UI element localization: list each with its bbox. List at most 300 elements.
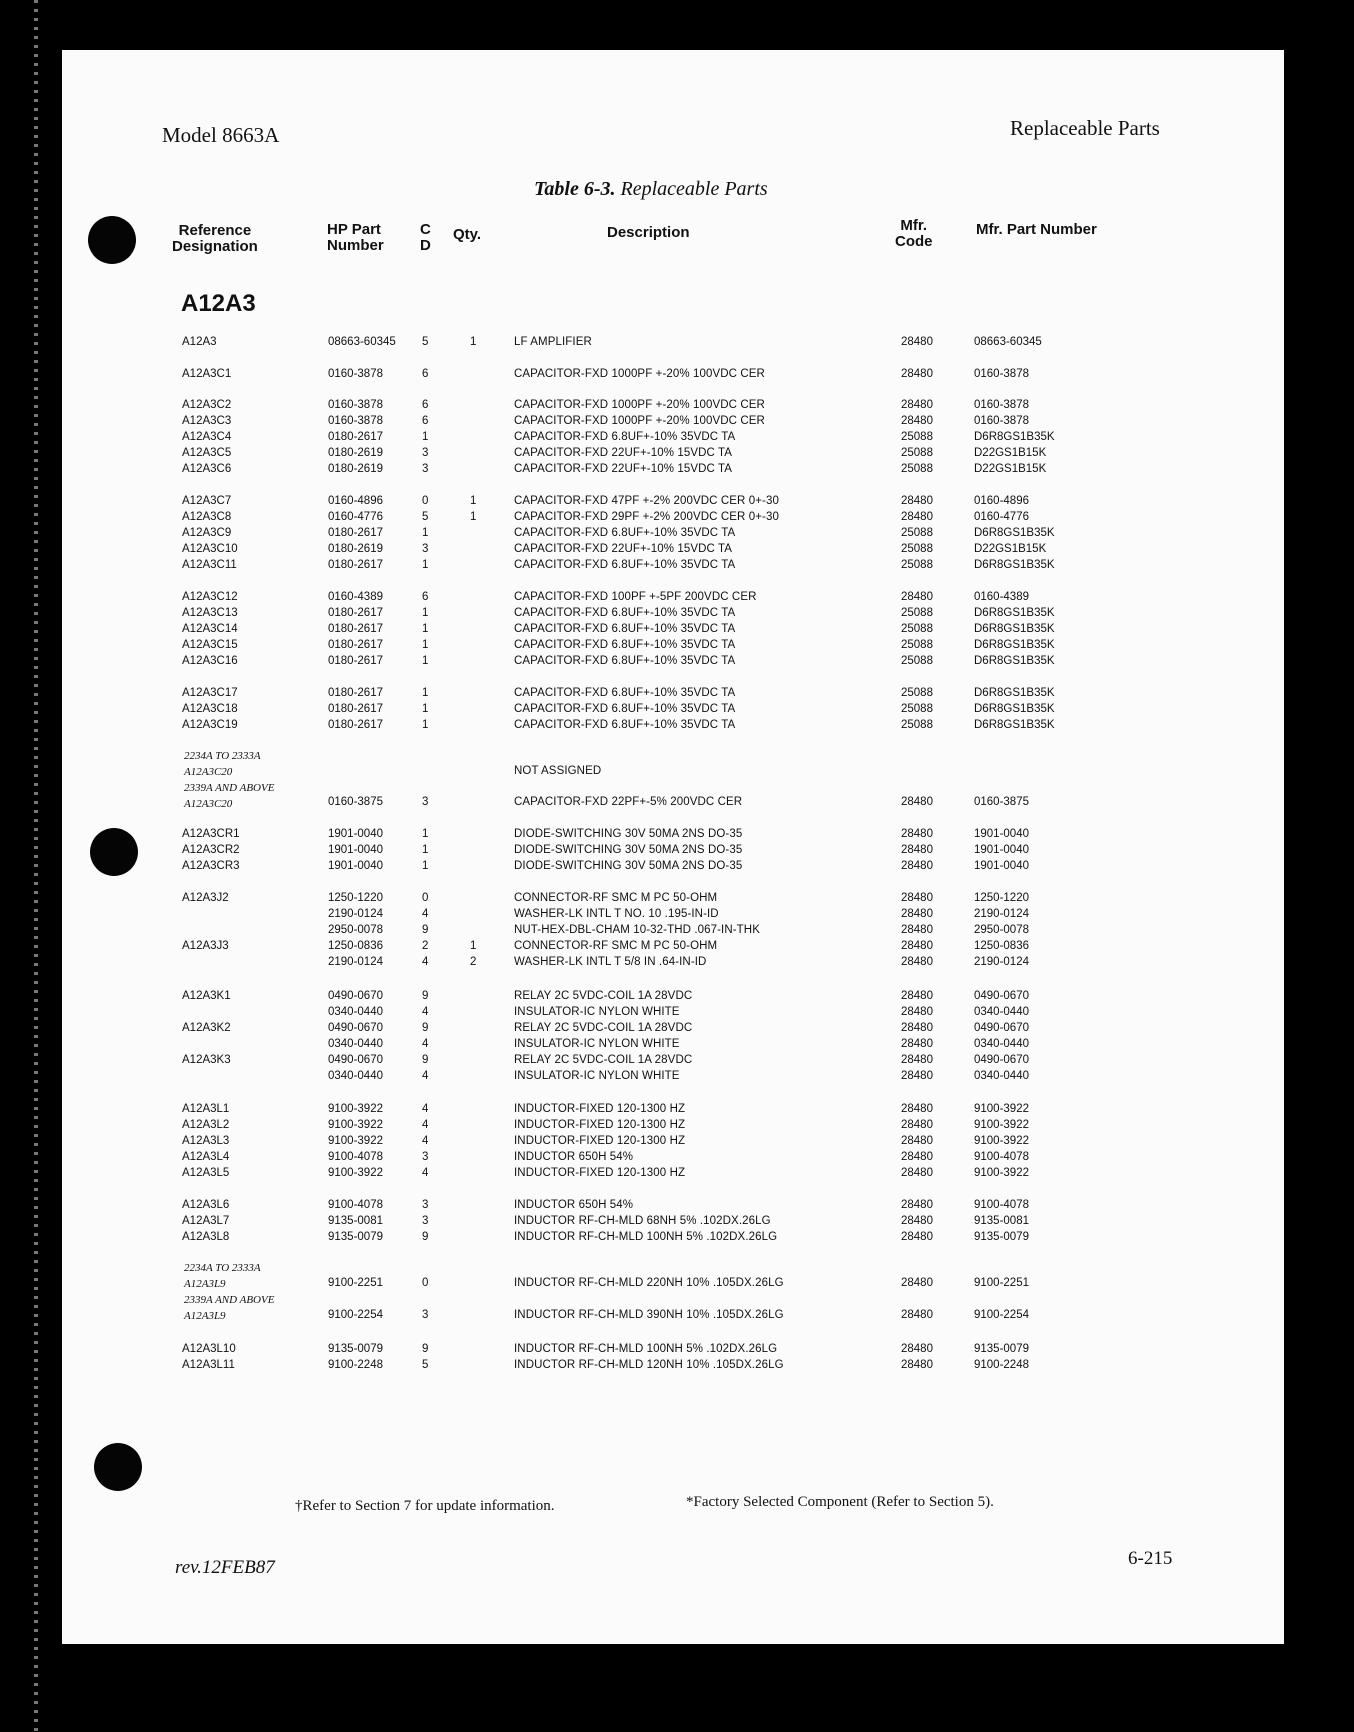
cell-cd: 1: [422, 703, 429, 715]
cell-hp: 0340-0440: [328, 1070, 383, 1082]
table-row: [0, 923, 1354, 937]
cell-desc: INSULATOR-IC NYLON WHITE: [514, 1070, 680, 1082]
cell-desc: CAPACITOR-FXD 6.8UF+-10% 35VDC TA: [514, 703, 736, 715]
table-row: [0, 1021, 1354, 1035]
cell-cd: 4: [422, 1167, 429, 1179]
table-row: [0, 1342, 1354, 1356]
cell-mfr: 28480: [901, 1277, 933, 1289]
cell-desc: CAPACITOR-FXD 22UF+-10% 15VDC TA: [514, 463, 733, 475]
cell-desc: CAPACITOR-FXD 1000PF +-20% 100VDC CER: [514, 399, 765, 411]
cell-hp: 1250-1220: [328, 892, 383, 904]
cell-desc: CONNECTOR-RF SMC M PC 50-OHM: [514, 892, 718, 904]
cell-qty: 2: [470, 956, 477, 968]
cell-hp: 0340-0440: [328, 1038, 383, 1050]
cell-hp: 0160-3878: [328, 399, 383, 411]
cell-hp: 2190-0124: [328, 908, 383, 920]
cell-cd: 1: [422, 431, 429, 443]
cell-ref: A12A3CR1: [182, 828, 240, 840]
cell-cd: 4: [422, 1119, 429, 1131]
cell-mpn: 9100-4078: [974, 1151, 1029, 1163]
cell-desc: CAPACITOR-FXD 47PF +-2% 200VDC CER 0+-30: [514, 495, 779, 507]
cell-mpn: 0340-0440: [974, 1070, 1029, 1082]
factory-footnote: *Factory Selected Component (Refer to Section 5).: [686, 1494, 994, 1510]
cell-qty: 1: [470, 511, 477, 523]
cell-ref: A12A3C14: [182, 623, 238, 635]
table-row: [0, 1150, 1354, 1164]
cell-hp: 9135-0081: [328, 1215, 383, 1227]
cell-mpn: 9100-3922: [974, 1103, 1029, 1115]
cell-mfr: 28480: [901, 1199, 933, 1211]
cell-mpn: 0160-3878: [974, 399, 1029, 411]
cell-hp: 0180-2617: [328, 703, 383, 715]
cell-desc: INDUCTOR RF-CH-MLD 120NH 10% .105DX.26LG: [514, 1359, 784, 1371]
table-row: [0, 827, 1354, 841]
table-row: [0, 446, 1354, 460]
table-row: [0, 1166, 1354, 1180]
cell-hp: 1901-0040: [328, 860, 383, 872]
serial-note: A12A3C20: [184, 766, 233, 778]
cell-desc: INDUCTOR RF-CH-MLD 68NH 5% .102DX.26LG: [514, 1215, 771, 1227]
cell-cd: 9: [422, 990, 429, 1002]
cell-mpn: D22GS1B15K: [974, 463, 1047, 475]
cell-mfr: 25088: [901, 687, 933, 699]
cell-mpn: 0160-4896: [974, 495, 1029, 507]
cell-cd: 3: [422, 447, 429, 459]
cell-hp: 08663-60345: [328, 336, 396, 348]
cell-desc: RELAY 2C 5VDC-COIL 1A 28VDC: [514, 990, 693, 1002]
cell-mfr: 28480: [901, 368, 933, 380]
serial-note: 2339A AND ABOVE: [184, 1294, 275, 1306]
cell-desc: CAPACITOR-FXD 22UF+-10% 15VDC TA: [514, 447, 733, 459]
cell-mpn: 0160-4776: [974, 511, 1029, 523]
cell-mfr: 28480: [901, 844, 933, 856]
col-header-ref: Reference Designation: [172, 222, 258, 255]
cell-ref: A12A3C4: [182, 431, 232, 443]
cell-cd: 4: [422, 1135, 429, 1147]
table-row: [0, 1214, 1354, 1228]
cell-cd: 4: [422, 956, 429, 968]
cell-hp: 9135-0079: [328, 1343, 383, 1355]
cell-mfr: 28480: [901, 1054, 933, 1066]
cell-hp: 0160-3878: [328, 415, 383, 427]
cell-desc: INDUCTOR RF-CH-MLD 220NH 10% .105DX.26LG: [514, 1277, 784, 1289]
cell-mpn: 0340-0440: [974, 1006, 1029, 1018]
cell-hp: 0160-4896: [328, 495, 383, 507]
cell-mpn: 1901-0040: [974, 860, 1029, 872]
cell-desc: CAPACITOR-FXD 6.8UF+-10% 35VDC TA: [514, 607, 736, 619]
cell-mfr: 28480: [901, 956, 933, 968]
cell-mpn: 0160-3878: [974, 415, 1029, 427]
cell-mfr: 25088: [901, 623, 933, 635]
cell-desc: CAPACITOR-FXD 22UF+-10% 15VDC TA: [514, 543, 733, 555]
cell-ref: A12A3L7: [182, 1215, 230, 1227]
cell-desc: CAPACITOR-FXD 6.8UF+-10% 35VDC TA: [514, 639, 736, 651]
update-footnote: †Refer to Section 7 for update information.: [295, 1498, 555, 1514]
cell-cd: 1: [422, 559, 429, 571]
binder-hole-bottom: [94, 1443, 142, 1491]
cell-desc: DIODE-SWITCHING 30V 50MA 2NS DO-35: [514, 828, 743, 840]
cell-cd: 5: [422, 336, 429, 348]
cell-desc: INDUCTOR RF-CH-MLD 100NH 5% .102DX.26LG: [514, 1343, 778, 1355]
table-title: [534, 178, 768, 201]
table-row: [0, 1069, 1354, 1083]
revision-date: rev.12FEB87: [175, 1557, 275, 1578]
cell-ref: A12A3C15: [182, 639, 238, 651]
cell-desc: INDUCTOR 650H 54%: [514, 1151, 634, 1163]
cell-mfr: 28480: [901, 1038, 933, 1050]
cell-desc: INDUCTOR RF-CH-MLD 390NH 10% .105DX.26LG: [514, 1309, 784, 1321]
cell-cd: 3: [422, 796, 429, 808]
cell-ref: A12A3L10: [182, 1343, 236, 1355]
table-row: [0, 1037, 1354, 1051]
cell-cd: 5: [422, 511, 429, 523]
cell-ref: A12A3C8: [182, 511, 232, 523]
cell-ref: A12A3L8: [182, 1231, 230, 1243]
cell-mfr: 25088: [901, 719, 933, 731]
cell-cd: 3: [422, 463, 429, 475]
cell-mfr: 28480: [901, 1343, 933, 1355]
cell-qty: 1: [470, 336, 477, 348]
cell-cd: 9: [422, 1054, 429, 1066]
cell-mpn: 0490-0670: [974, 1022, 1029, 1034]
cell-hp: 0180-2617: [328, 527, 383, 539]
cell-cd: 1: [422, 687, 429, 699]
cell-cd: 9: [422, 1022, 429, 1034]
model-label: Model 8663A: [162, 123, 280, 147]
table-row: [0, 989, 1354, 1003]
table-row: [0, 939, 1354, 953]
cell-ref: A12A3L2: [182, 1119, 230, 1131]
table-row: [0, 462, 1354, 476]
serial-note: A12A3L9: [184, 1310, 226, 1322]
cell-hp: 9100-2248: [328, 1359, 383, 1371]
cell-desc: INDUCTOR-FIXED 120-1300 HZ: [514, 1167, 686, 1179]
cell-ref: A12A3C1: [182, 368, 232, 380]
cell-cd: 1: [422, 527, 429, 539]
table-row: [0, 1053, 1354, 1067]
cell-hp: 9100-3922: [328, 1119, 383, 1131]
cell-mfr: 25088: [901, 463, 933, 475]
cell-hp: 1901-0040: [328, 844, 383, 856]
cell-qty: 1: [470, 940, 477, 952]
cell-mfr: 28480: [901, 1006, 933, 1018]
cell-hp: 0180-2619: [328, 543, 383, 555]
table-row: [0, 686, 1354, 700]
cell-cd: 3: [422, 1151, 429, 1163]
cell-ref: A12A3C7: [182, 495, 232, 507]
cell-ref: A12A3CR2: [182, 844, 240, 856]
table-row: [0, 367, 1354, 381]
cell-desc: CAPACITOR-FXD 6.8UF+-10% 35VDC TA: [514, 559, 736, 571]
cell-mpn: D6R8GS1B35K: [974, 607, 1055, 619]
cell-ref: A12A3C10: [182, 543, 238, 555]
cell-hp: 0180-2617: [328, 655, 383, 667]
cell-mpn: 9100-2251: [974, 1277, 1029, 1289]
cell-mfr: 28480: [901, 511, 933, 523]
serial-note: A12A3L9: [184, 1278, 226, 1290]
cell-desc: INDUCTOR 650H 54%: [514, 1199, 634, 1211]
table-row: [0, 510, 1354, 524]
cell-mpn: 2950-0078: [974, 924, 1029, 936]
col-header-desc: Description: [607, 224, 690, 241]
table-row: [0, 1102, 1354, 1116]
cell-desc: WASHER-LK INTL T 5/8 IN .64-IN-ID: [514, 956, 707, 968]
cell-cd: 9: [422, 1231, 429, 1243]
cell-cd: 6: [422, 591, 429, 603]
table-row: [0, 414, 1354, 428]
cell-ref: A12A3L3: [182, 1135, 230, 1147]
cell-mfr: 28480: [901, 892, 933, 904]
cell-mfr: 28480: [901, 908, 933, 920]
cell-hp: 9100-4078: [328, 1199, 383, 1211]
cell-hp: 0160-3875: [328, 796, 383, 808]
cell-ref: A12A3: [182, 336, 217, 348]
cell-desc: CAPACITOR-FXD 6.8UF+-10% 35VDC TA: [514, 623, 736, 635]
cell-cd: 0: [422, 892, 429, 904]
table-row: [0, 1134, 1354, 1148]
cell-desc: CONNECTOR-RF SMC M PC 50-OHM: [514, 940, 718, 952]
cell-desc: CAPACITOR-FXD 6.8UF+-10% 35VDC TA: [514, 655, 736, 667]
table-row: [0, 398, 1354, 412]
table-row: [0, 638, 1354, 652]
table-row: [0, 1005, 1354, 1019]
cell-mpn: 2190-0124: [974, 908, 1029, 920]
table-row: [0, 702, 1354, 716]
cell-desc: INDUCTOR-FIXED 120-1300 HZ: [514, 1135, 686, 1147]
cell-mpn: D6R8GS1B35K: [974, 527, 1055, 539]
cell-cd: 0: [422, 1277, 429, 1289]
cell-mpn: 9100-4078: [974, 1199, 1029, 1211]
cell-cd: 1: [422, 655, 429, 667]
cell-mpn: 9100-3922: [974, 1167, 1029, 1179]
cell-mfr: 28480: [901, 1103, 933, 1115]
cell-mpn: 1901-0040: [974, 828, 1029, 840]
cell-mfr: 28480: [901, 796, 933, 808]
cell-ref: A12A3L11: [182, 1359, 235, 1371]
cell-mpn: 1250-0836: [974, 940, 1029, 952]
cell-mfr: 28480: [901, 399, 933, 411]
table-row: [0, 1118, 1354, 1132]
cell-desc: INDUCTOR RF-CH-MLD 100NH 5% .102DX.26LG: [514, 1231, 778, 1243]
cell-mfr: 28480: [901, 1359, 933, 1371]
cell-cd: 4: [422, 1103, 429, 1115]
cell-ref: A12A3C18: [182, 703, 238, 715]
cell-hp: 0490-0670: [328, 1054, 383, 1066]
cell-desc: LF AMPLIFIER: [514, 336, 592, 348]
cell-hp: 0180-2617: [328, 687, 383, 699]
cell-mpn: 9100-2248: [974, 1359, 1029, 1371]
cell-mfr: 28480: [901, 1070, 933, 1082]
cell-hp: 0180-2617: [328, 639, 383, 651]
serial-note: 2234A TO 2333A: [184, 1262, 261, 1274]
cell-cd: 2: [422, 940, 429, 952]
cell-cd: 4: [422, 1070, 429, 1082]
cell-mfr: 25088: [901, 607, 933, 619]
cell-hp: 0160-3878: [328, 368, 383, 380]
cell-mpn: 9135-0081: [974, 1215, 1029, 1227]
cell-ref: A12A3L5: [182, 1167, 230, 1179]
cell-ref: A12A3C12: [182, 591, 238, 603]
cell-desc: CAPACITOR-FXD 1000PF +-20% 100VDC CER: [514, 415, 765, 427]
cell-ref: A12A3K1: [182, 990, 231, 1002]
cell-desc: RELAY 2C 5VDC-COIL 1A 28VDC: [514, 1054, 693, 1066]
cell-cd: 1: [422, 844, 429, 856]
cell-mfr: 28480: [901, 1309, 933, 1321]
cell-hp: 0340-0440: [328, 1006, 383, 1018]
cell-desc: DIODE-SWITCHING 30V 50MA 2NS DO-35: [514, 860, 743, 872]
cell-mpn: D6R8GS1B35K: [974, 623, 1055, 635]
serial-note: 2339A AND ABOVE: [184, 782, 275, 794]
cell-cd: 1: [422, 828, 429, 840]
cell-desc: CAPACITOR-FXD 29PF +-2% 200VDC CER 0+-30: [514, 511, 779, 523]
cell-mpn: D22GS1B15K: [974, 447, 1047, 459]
cell-desc: DIODE-SWITCHING 30V 50MA 2NS DO-35: [514, 844, 743, 856]
table-row: [0, 430, 1354, 444]
cell-cd: 6: [422, 415, 429, 427]
serial-note: 2234A TO 2333A: [184, 750, 261, 762]
cell-cd: 3: [422, 1215, 429, 1227]
cell-cd: 6: [422, 399, 429, 411]
cell-ref: A12A3CR3: [182, 860, 240, 872]
cell-mfr: 25088: [901, 447, 933, 459]
section-label: Replaceable Parts: [1010, 116, 1160, 140]
cell-mfr: 28480: [901, 1022, 933, 1034]
cell-mfr: 28480: [901, 940, 933, 952]
cell-mpn: 0160-3878: [974, 368, 1029, 380]
cell-ref: A12A3C19: [182, 719, 238, 731]
cell-hp: 1901-0040: [328, 828, 383, 840]
cell-mpn: D22GS1B15K: [974, 543, 1047, 555]
table-row: [0, 542, 1354, 556]
cell-ref: A12A3J3: [182, 940, 229, 952]
cell-cd: 4: [422, 1038, 429, 1050]
cell-hp: 0180-2617: [328, 719, 383, 731]
table-row: [0, 526, 1354, 540]
cell-hp: 9100-4078: [328, 1151, 383, 1163]
cell-ref: A12A3C5: [182, 447, 232, 459]
table-row: [0, 1230, 1354, 1244]
cell-mpn: 9100-3922: [974, 1119, 1029, 1131]
cell-mfr: 28480: [901, 828, 933, 840]
cell-hp: 0160-4776: [328, 511, 383, 523]
table-row: [0, 843, 1354, 857]
table-title-number: Table 6-3.: [534, 178, 616, 200]
cell-cd: 3: [422, 543, 429, 555]
table-row: [0, 891, 1354, 905]
cell-mfr: 25088: [901, 543, 933, 555]
cell-hp: 0180-2619: [328, 447, 383, 459]
cell-mpn: 0490-0670: [974, 990, 1029, 1002]
cell-cd: 1: [422, 639, 429, 651]
table-row: [0, 718, 1354, 732]
col-header-hp: HP Part Number: [327, 221, 384, 254]
page-number: 6-215: [1128, 1548, 1173, 1569]
table-row: [0, 654, 1354, 668]
table-title-text: Replaceable Parts: [615, 178, 768, 200]
cell-mpn: 9100-2254: [974, 1309, 1029, 1321]
cell-cd: 0: [422, 495, 429, 507]
cell-cd: 1: [422, 860, 429, 872]
cell-mfr: 28480: [901, 415, 933, 427]
cell-mfr: 25088: [901, 655, 933, 667]
cell-cd: 1: [422, 607, 429, 619]
table-row: [0, 606, 1354, 620]
serial-note: A12A3C20: [184, 798, 233, 810]
cell-ref: A12A3C6: [182, 463, 232, 475]
table-row: [0, 1358, 1354, 1372]
cell-mfr: 25088: [901, 559, 933, 571]
cell-mpn: 0340-0440: [974, 1038, 1029, 1050]
cell-ref: A12A3L6: [182, 1199, 230, 1211]
cell-mpn: 9100-3922: [974, 1135, 1029, 1147]
cell-desc: INDUCTOR-FIXED 120-1300 HZ: [514, 1103, 686, 1115]
cell-mfr: 28480: [901, 1135, 933, 1147]
cell-cd: 4: [422, 908, 429, 920]
cell-mpn: 08663-60345: [974, 336, 1042, 348]
cell-mfr: 25088: [901, 431, 933, 443]
cell-mfr: 25088: [901, 639, 933, 651]
cell-cd: 5: [422, 1359, 429, 1371]
col-header-mfr: Mfr. Code: [895, 217, 933, 250]
col-header-cd: C D: [420, 221, 431, 254]
cell-hp: 9100-2251: [328, 1277, 383, 1289]
cell-qty: 1: [470, 495, 477, 507]
cell-mpn: D6R8GS1B35K: [974, 687, 1055, 699]
cell-mpn: 0490-0670: [974, 1054, 1029, 1066]
cell-mfr: 28480: [901, 924, 933, 936]
cell-mfr: 28480: [901, 1215, 933, 1227]
cell-hp: 0180-2619: [328, 463, 383, 475]
cell-mpn: 0160-3875: [974, 796, 1029, 808]
cell-desc: INSULATOR-IC NYLON WHITE: [514, 1006, 680, 1018]
cell-mfr: 28480: [901, 860, 933, 872]
cell-desc: CAPACITOR-FXD 1000PF +-20% 100VDC CER: [514, 368, 765, 380]
cell-mfr: 28480: [901, 990, 933, 1002]
cell-desc: CAPACITOR-FXD 6.8UF+-10% 35VDC TA: [514, 431, 736, 443]
table-row: [0, 590, 1354, 604]
cell-hp: 1250-0836: [328, 940, 383, 952]
cell-mfr: 28480: [901, 1167, 933, 1179]
table-row: [0, 558, 1354, 572]
cell-hp: 9100-3922: [328, 1103, 383, 1115]
cell-desc: RELAY 2C 5VDC-COIL 1A 28VDC: [514, 1022, 693, 1034]
cell-mfr: 28480: [901, 1119, 933, 1131]
cell-mpn: D6R8GS1B35K: [974, 703, 1055, 715]
cell-mfr: 25088: [901, 527, 933, 539]
cell-mpn: 2190-0124: [974, 956, 1029, 968]
cell-cd: 9: [422, 924, 429, 936]
cell-ref: A12A3C2: [182, 399, 232, 411]
cell-hp: 0180-2617: [328, 431, 383, 443]
cell-mfr: 28480: [901, 1231, 933, 1243]
cell-ref: A12A3K2: [182, 1022, 231, 1034]
cell-hp: 0490-0670: [328, 990, 383, 1002]
cell-desc: INDUCTOR-FIXED 120-1300 HZ: [514, 1119, 686, 1131]
cell-mfr: 28480: [901, 591, 933, 603]
table-row: [0, 622, 1354, 636]
table-row: [0, 859, 1354, 873]
cell-mpn: D6R8GS1B35K: [974, 559, 1055, 571]
cell-mpn: D6R8GS1B35K: [974, 655, 1055, 667]
cell-desc: CAPACITOR-FXD 6.8UF+-10% 35VDC TA: [514, 527, 736, 539]
cell-hp: 9100-2254: [328, 1309, 383, 1321]
table-row: [0, 335, 1354, 349]
cell-mpn: D6R8GS1B35K: [974, 431, 1055, 443]
cell-desc: WASHER-LK INTL T NO. 10 .195-IN-ID: [514, 908, 719, 920]
cell-hp: 0490-0670: [328, 1022, 383, 1034]
cell-hp: 2190-0124: [328, 956, 383, 968]
section-heading: A12A3: [181, 290, 256, 317]
